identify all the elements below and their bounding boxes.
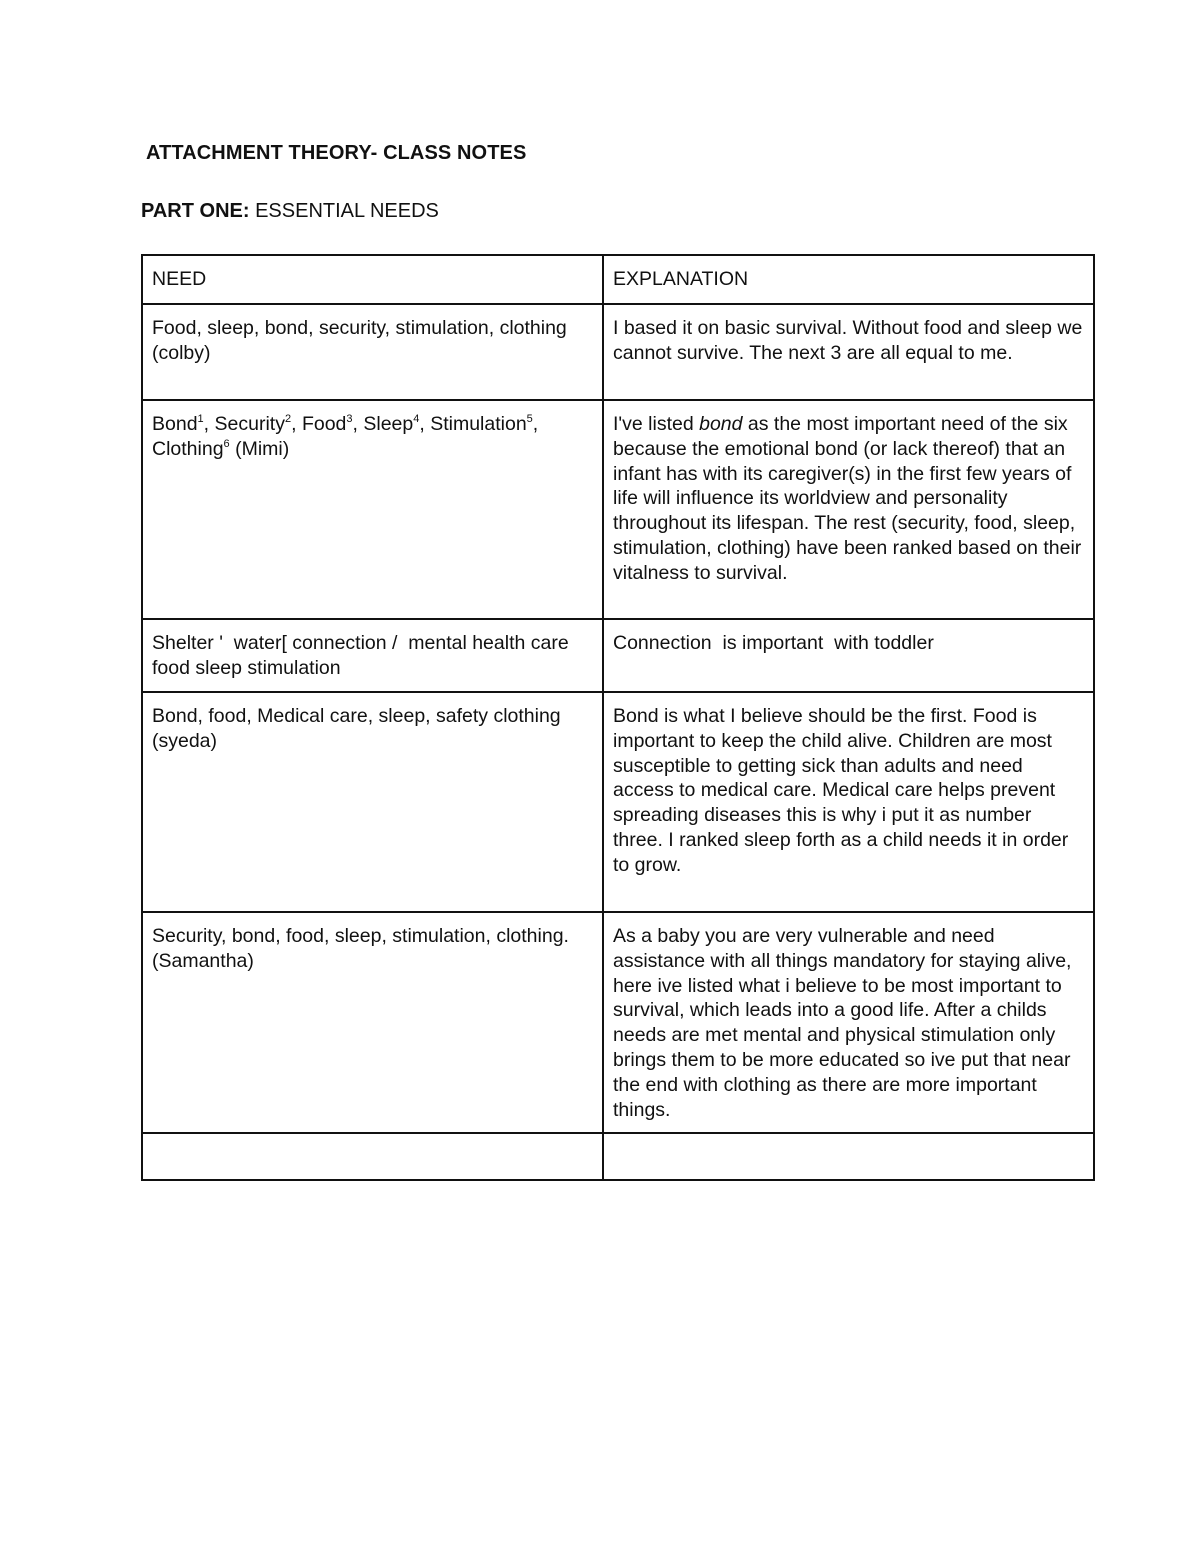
table-row	[142, 912, 1094, 1133]
table-row	[142, 619, 1094, 692]
need-item-sleep: Sleep	[363, 413, 414, 435]
rank-superscript: 2	[284, 413, 292, 425]
separator: ,	[291, 413, 302, 435]
table-row	[142, 692, 1094, 912]
separator: ,	[419, 413, 431, 435]
need-item-stimulation: Stimulation	[430, 413, 527, 435]
author-name: (Samantha)	[152, 949, 254, 972]
rank-superscript: 4	[413, 413, 420, 425]
author-name: (Mimi)	[229, 437, 290, 460]
explanation-cell: I based it on basic survival. Without food and sleep we cannot survive. The next 3 are all equal to me.	[603, 304, 1094, 400]
need-cell: Bond, food, Medical care, sleep, safety clothing (syeda)	[142, 692, 603, 912]
explanation-cell: As a baby you are very vulnerable and need assistance with all things mandatory for staying alive, here ive listed what i believe to be most important to survival, which leads into a good life. After a childs needs are met mental and physical stimulation only brings them to be more educated so ive put that near the end with clothing as there are more important things.	[603, 912, 1094, 1133]
part-title: ESSENTIAL NEEDS	[249, 200, 439, 222]
table-header-row	[142, 255, 1094, 304]
document-title: ATTACHMENT THEORY- CLASS NOTES	[146, 142, 527, 164]
table-row-empty	[142, 1133, 1094, 1180]
part-label: PART ONE	[141, 200, 243, 222]
need-item-bond: Bond	[152, 413, 198, 435]
need-cell	[142, 912, 603, 1133]
table-row	[142, 400, 1094, 619]
header-explanation: EXPLANATION	[603, 255, 1094, 304]
rank-superscript: 6	[223, 437, 230, 450]
rank-superscript: 3	[346, 413, 353, 425]
section-heading	[141, 200, 439, 223]
header-need: NEED	[142, 255, 603, 304]
rank-superscript: 1	[197, 413, 204, 425]
need-item-clothing: Clothing	[152, 437, 224, 460]
needs-table	[141, 254, 1095, 1181]
need-cell: Food, sleep, bond, security, stimulation, clothing (colby)	[142, 304, 603, 400]
explanation-cell: Bond is what I believe should be the first. Food is important to keep the child alive. Children are most susceptible to getting sick than adults and need access to medical care. Medical care helps prevent spreading diseases this is why i put it as number three. I ranked sleep forth as a child needs it in order to grow.	[603, 692, 1094, 912]
separator: ,	[203, 413, 215, 435]
rank-superscript: 5	[526, 413, 533, 425]
explanation-text: I've listed	[613, 413, 700, 435]
explanation-text: as the most important need of the six because the emotional bond (or lack thereof) that an infant has with its caregiver(s) in the first few years of life will influence its worldview and personality throughout its lifespan. The rest (security, food, sleep, stimulation, clothing) have been ranked based on their vitalness to survival.	[613, 413, 1087, 584]
explanation-cell	[603, 1133, 1094, 1180]
need-cell	[142, 1133, 603, 1180]
need-item-security: Security	[214, 413, 285, 435]
part-separator: :	[242, 200, 250, 222]
need-text: Security, bond, food, sleep, stimulation, clothing.	[152, 925, 569, 947]
need-item-food: Food	[301, 413, 347, 435]
need-cell	[142, 400, 603, 619]
need-cell: Shelter ' water[ connection / mental health care food sleep stimulation	[142, 619, 603, 692]
explanation-cell	[603, 400, 1094, 619]
explanation-cell: Connection is important with toddler	[603, 619, 1094, 692]
emphasis-text: bond	[699, 413, 743, 435]
separator: ,	[532, 413, 544, 435]
separator: ,	[352, 413, 364, 435]
table-row	[142, 304, 1094, 400]
